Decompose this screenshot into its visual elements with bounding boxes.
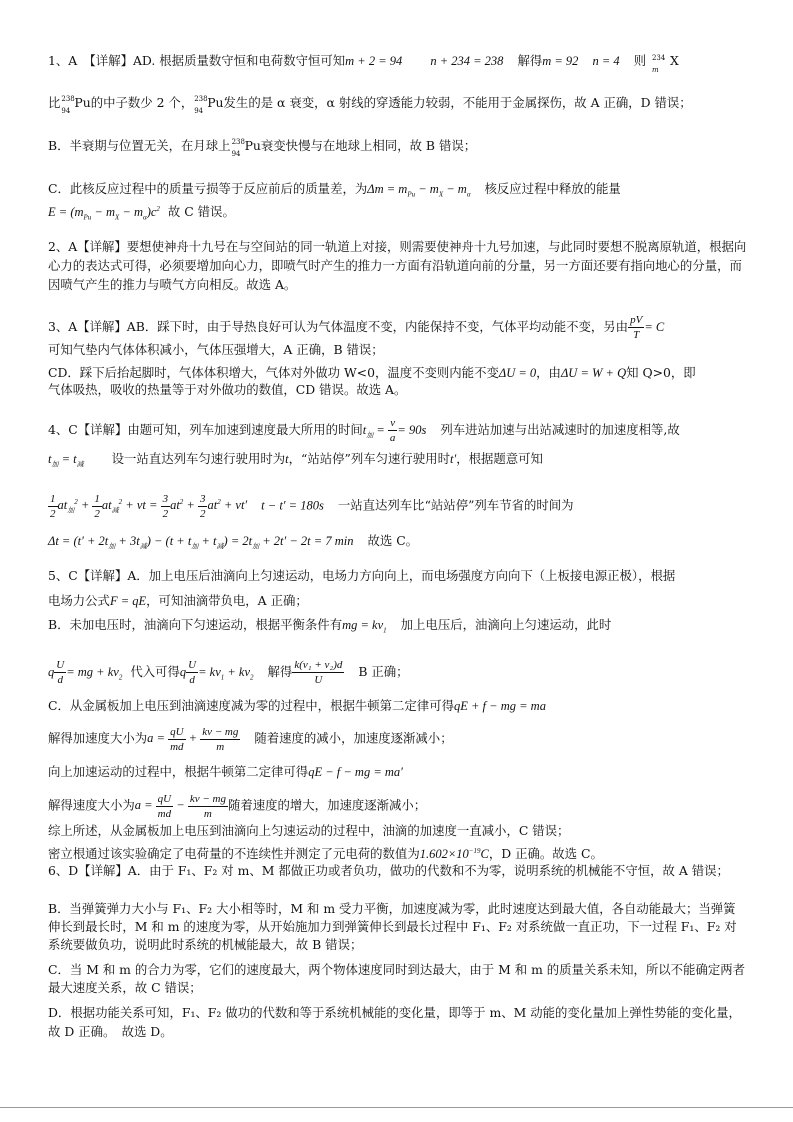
- formula-delta-t: $\Delta t = (t' + 2t_加 + 3t_减) - (t + t_加 + t_减) = 2t_加 + 2t' - 2t = 7$ min: [48, 534, 354, 551]
- formula: mg = $kv_1$: [342, 618, 387, 635]
- q1-text: 则: [633, 53, 647, 68]
- q4-text: ，“站站停”列车匀速行驶用时: [288, 451, 450, 466]
- q5-line7: [48, 763, 403, 781]
- q5-text: B 正确；: [358, 664, 409, 679]
- q1-line1: [48, 52, 679, 74]
- q4-text: ，根据题意可知: [456, 451, 543, 466]
- formula: n + 234 = 238: [430, 54, 504, 68]
- formula: t − t′ = 180s: [261, 498, 324, 513]
- q4-text: 列车进站加速与出站减速时的加速度相等,故: [440, 422, 680, 437]
- q3-line3: [48, 364, 696, 382]
- q1-line3: [48, 137, 477, 158]
- formula: qE − f − mg = ma′: [308, 765, 403, 779]
- formula-acceleration: a = $\frac{qU}{md}$ − $\frac{kv - mg}{m}$: [134, 793, 226, 820]
- page-bottom-divider: [0, 1107, 793, 1108]
- formula: $\Delta m = m_{Pu} - m_X - m_\alpha$: [367, 182, 471, 199]
- isotope-pu: 238 94: [231, 138, 245, 158]
- q3-line4: 气体吸热，吸收的热量等于对外做功的数值，CD 错误。故选 A。: [48, 382, 407, 397]
- q6-line3: C．当 M 和 m 的合力为零，它们的速度最大，两个物体速度同时到达最大，由于 M 和 m 的质量关系未知，所以不能确定两者最大速度关系，故 C 错误；: [48, 962, 746, 995]
- q5-text: 随着速度的增大，加速度逐渐减小；: [227, 797, 427, 813]
- q5-line10: [48, 843, 603, 863]
- q1-text: B．半衰期与位置无关，在月球上: [48, 138, 231, 153]
- formula-acceleration: a = $\frac{qU}{md}$ + $\frac{kv - mg}{m}$: [147, 726, 239, 753]
- q1-line4: [48, 180, 621, 204]
- q3-text: CD．踩下后抬起脚时，气体体积增大，气体对外做功 W<0，温度不变则内能不变: [48, 365, 499, 380]
- q5-text: ，D 正确。故选 C。: [488, 846, 603, 862]
- q6-line1: 6、D【详解】A．由于 F₁、F₂ 对 m、M 都做正功或者负功，做功的代数和不为零，说明系统的机械能不守恒，故 A 错误；: [48, 863, 729, 878]
- fraction-solution: $\frac{\text{k(v₁ + v₂)d}}{U}$: [294, 659, 343, 686]
- q5-text: 向上加速运动的过程中，根据牛顿第二定律可得: [48, 764, 309, 779]
- formula: ΔU = W + Q: [560, 366, 627, 380]
- isotope-pu: 238 94: [194, 95, 208, 115]
- q5-text: 加上电压后，油滴向上匀速运动，此时: [400, 617, 612, 632]
- q4-line1: [48, 416, 680, 445]
- q2-paragraph: 2、A【详解】要想使神舟十九号在与空间站的同一轨道上对接，则需要使神舟十九号加速，与此同时要想不脱离原轨道，根据向心力的表达式可得，必须要增加向心力，即喷气时产生的推力一方面有沿轨道向前的分量，另一方面还要有指向地心的分量，而因喷气产生的推力与喷气方向相反。故选 A。: [48, 239, 747, 292]
- q1-text: 故 C 错误。: [167, 204, 235, 220]
- formula: $t_加 = t_减$: [48, 452, 84, 469]
- formula-time-equation: $\frac{1}{2}$ $at_加^2$ + $\frac{1}{2}$ $at_减^2$ + vt = $\frac{3}{2}$ $at^2$ + $\frac{3}{2}$ $at^2 + vt'$: [50, 493, 248, 520]
- fraction-u-over-d: $\frac{U}{d}$: [56, 659, 65, 686]
- q1-text: 的中子数少 2 个，: [90, 95, 194, 110]
- isotope-symbol: Pu: [244, 138, 261, 153]
- q4-line4: [48, 532, 418, 556]
- q3-line1: [48, 313, 664, 342]
- formula: = 90s: [397, 423, 427, 437]
- formula: ΔU = 0: [498, 366, 537, 380]
- q5-line5: [48, 697, 546, 715]
- q5-line3: [48, 616, 611, 640]
- formula: $1.602\times 10^{-19}C$: [419, 847, 489, 862]
- q5-text: 电场力公式: [48, 593, 110, 608]
- fraction-pv-over-t: $\frac{pV}{T}$: [630, 314, 643, 341]
- q5-text: 解得速度大小为: [48, 797, 135, 813]
- q6-line2: B．当弹簧弹力大小与 F₁、F₂ 大小相等时，M 和 m 受力平衡，加速度减为零，此时速度达到最大值，各自动能最大；当弹簧伸长到最长时，M 和 m 的速度为零，从开始施加力到弹簧伸长到最长过程中 F₁、F₂ 对系统做一直正功，下一过程 F₁、F₂ 对系统要做负功，说明此时系统的机械能最大，故 B 错误；: [48, 901, 737, 952]
- formula: $E = (m_{Pu} - m_X - m_\alpha)c^2$: [48, 205, 160, 222]
- isotope-symbol: X: [669, 53, 679, 68]
- q5-line9: 综上所述，从金属板加上电压到油滴向上匀速运动的过程中，油滴的加速度一直减小，C 错误；: [48, 823, 570, 838]
- formula: q: [179, 665, 187, 679]
- q5-line2: [48, 592, 308, 610]
- q1-text: 解得: [517, 53, 543, 68]
- q3-text: ，由: [536, 365, 561, 380]
- q4-line3: [48, 492, 574, 521]
- q5-text: 随着速度的减小，加速度逐渐减小；: [254, 730, 453, 746]
- q1-text: C．此核反应过程中的质量亏损等于反应前后的质量差，为: [48, 181, 368, 196]
- q3-line2: 可知气垫内气体体积减小，气体压强增大，A 正确，B 错误；: [48, 342, 384, 357]
- q4-text: 故选 C。: [367, 533, 419, 548]
- q1-text: 1、A 【详解】AD. 根据质量数守恒和电荷数守恒可知: [48, 53, 346, 68]
- formula: = mg + $kv_2$: [66, 665, 123, 682]
- q1-line2: [48, 94, 692, 115]
- isotope-x: 234 m: [651, 54, 666, 74]
- q5-line4: [48, 658, 409, 687]
- formula: qE + f − mg = ma: [453, 699, 546, 713]
- formula: m + 2 = 94: [345, 54, 403, 68]
- q5-line6: [48, 725, 453, 754]
- formula: m = 92: [542, 54, 579, 68]
- isotope-symbol: Pu: [74, 95, 91, 110]
- q5-text: 解得: [267, 664, 293, 679]
- q5-text: 解得加速度大小为: [48, 730, 148, 746]
- q6-line4: D．根据功能关系可知，F₁、F₂ 做功的代数和等于系统机械能的变化量，即等于 m、M 动能的变化量加上弹性势能的变化量，故 D 正确。 故选 D。: [48, 1005, 741, 1039]
- q4-line2: [48, 450, 543, 474]
- q1-text: 发生的是 α 衰变，α 射线的穿透能力较弱，不能用于金属探伤，故 A 正确，D 错误；: [223, 95, 692, 110]
- formula: t′: [449, 452, 457, 466]
- fraction-u-over-d: $\frac{U}{d}$: [188, 659, 197, 686]
- formula: q: [48, 665, 55, 679]
- q1-text: 比: [48, 95, 61, 110]
- formula: $t_加$ =: [362, 423, 388, 440]
- q5-text: 代入可得: [130, 664, 180, 679]
- q3-text: 3、A【详解】AB．踩下时，由于导热良好可认为气体温度不变，内能保持不变，气体平均动能不变，另由: [48, 319, 629, 334]
- q5-line8: [48, 792, 426, 821]
- q1-text: 衰变快慢与在地球上相同，故 B 错误；: [260, 138, 477, 153]
- formula: n = 4: [592, 54, 620, 68]
- isotope-pu: 238 94: [61, 95, 75, 115]
- formula: = C: [644, 320, 665, 334]
- formula: F = qE: [109, 594, 147, 608]
- q1-line5: [48, 201, 235, 227]
- q5-text: ，可知油滴带负电，A 正确；: [146, 593, 308, 608]
- fraction-v-over-a: $\frac{v}{a}$: [389, 417, 396, 444]
- q1-text: 核反应过程中释放的能量: [484, 181, 621, 196]
- formula: = $kv_1 + kv_2$: [198, 665, 254, 682]
- q4-text: 设一站直达列车匀速行驶用时为: [111, 451, 286, 466]
- formula: t: [285, 452, 289, 466]
- q5-text: C．从金属板加上电压到油滴速度减为零的过程中，根据牛顿第二定律可得: [48, 698, 454, 713]
- q4-text: 一站直达列车比“站站停”列车节省的时间为: [337, 497, 574, 513]
- isotope-symbol: Pu: [207, 95, 224, 110]
- q5-text: B．未加电压时，油滴向下匀速运动，根据平衡条件有: [48, 617, 343, 632]
- q3-text: 知 Q>0，即: [626, 365, 696, 380]
- q5-text: 密立根通过该实验确定了电荷量的不连续性并测定了元电荷的数值为: [48, 846, 420, 862]
- q4-text: 4、C【详解】由题可知，列车加速到速度最大所用的时间: [48, 422, 363, 437]
- q5-line1: 5、C【详解】A．加上电压后油滴向上匀速运动，电场力方向向上，而电场强度方向向下（上板接电源正极），根据: [48, 568, 676, 583]
